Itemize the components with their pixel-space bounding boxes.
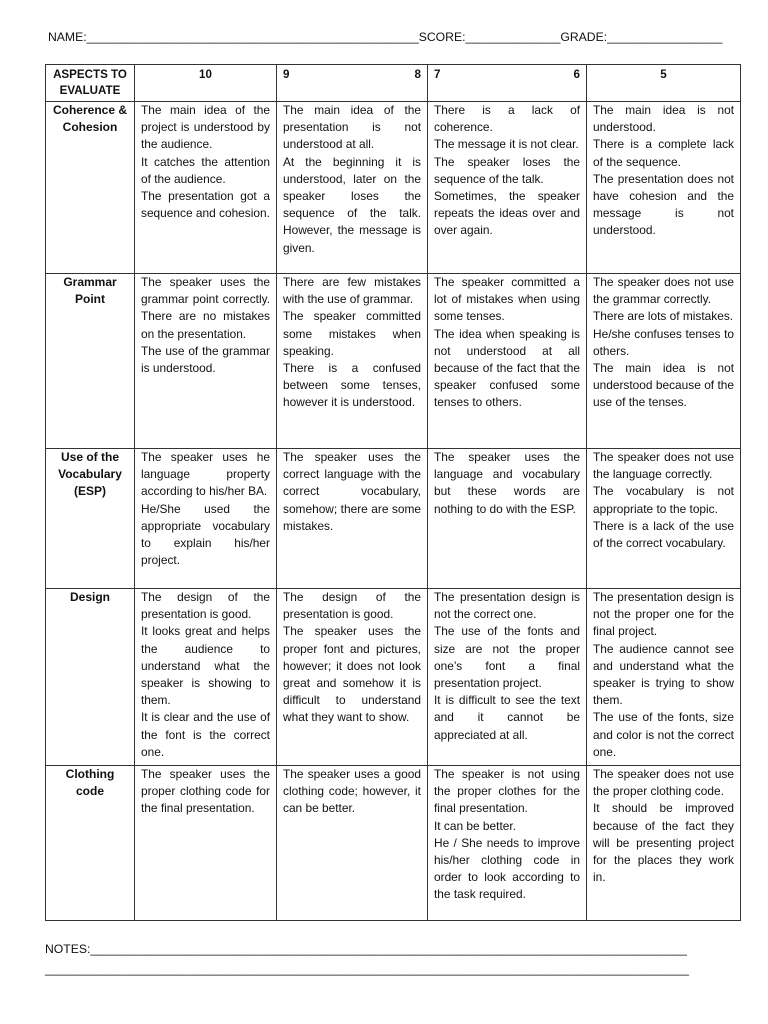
criterion-text: The use of the fonts and size are not the proper one’s font a final presentation project. bbox=[434, 624, 580, 691]
score-9-8-cell bbox=[277, 102, 428, 274]
criterion-text: The speaker uses the correct language with the correct vocabulary, somehow; there are some mistakes. bbox=[283, 450, 421, 533]
criterion-text: The use of the grammar is understood. bbox=[141, 343, 270, 376]
criterion-text: The audience cannot see and understand what the speaker is trying to show them. bbox=[593, 641, 734, 708]
criterion-text: The use of the fonts, size and color is not the correct one. bbox=[593, 710, 734, 759]
criterion-text: The design of the presentation is good. bbox=[283, 590, 421, 622]
criterion-text: The speaker loses the sequence of the talk. bbox=[434, 154, 580, 186]
aspect-label: Clothing code bbox=[46, 766, 135, 921]
notes-line bbox=[45, 942, 725, 956]
score-10-cell bbox=[135, 766, 277, 921]
score-5-cell bbox=[587, 589, 741, 766]
criterion-text: It is difficult to see the text and it cannot be appreciated at all. bbox=[434, 693, 580, 742]
criterion-text: The presentation design is not the proper one for the final project. bbox=[593, 590, 734, 639]
criterion-text: The design of the presentation is good. bbox=[141, 590, 270, 622]
table-row bbox=[46, 102, 741, 274]
criterion-text: At the beginning it is understood, later on the speaker loses the sequence of the talk. However, the message is given. bbox=[283, 154, 421, 255]
criterion-text: There are few mistakes with the use of grammar. bbox=[283, 275, 421, 307]
criterion-text: The message it is not clear. bbox=[434, 137, 579, 152]
score-9-label: 9 bbox=[283, 68, 290, 81]
score-5-cell bbox=[587, 102, 741, 274]
score-7-6-header bbox=[428, 65, 587, 102]
score-5-cell bbox=[587, 274, 741, 449]
aspect-label: Use of the Vocabulary (ESP) bbox=[46, 449, 135, 589]
criterion-text: The speaker uses the proper font and pictures, however; it does not look great and somehow it is difficult to understand what they want to show. bbox=[283, 624, 421, 725]
score-7-6-cell bbox=[428, 589, 587, 766]
criterion-text: The speaker uses the grammar point correctly. There are no mistakes on the presentation. bbox=[141, 275, 270, 341]
score-10-cell bbox=[135, 449, 277, 589]
score-field[interactable]: ______________ bbox=[465, 30, 561, 44]
header-row bbox=[46, 65, 741, 102]
criterion-text: The presentation design is not the correct one. bbox=[434, 590, 580, 622]
criterion-text: There is a complete lack of the sequence. bbox=[593, 137, 734, 169]
criterion-text: The speaker committed some mistakes when speaking. bbox=[283, 309, 421, 358]
criterion-text: He / She needs to improve his/her clothing code in order to look according to the task required. bbox=[434, 835, 580, 902]
criterion-text: The main idea of the presentation is not understood at all. bbox=[283, 103, 421, 152]
criterion-text: There is a lack of coherence. bbox=[434, 103, 580, 135]
criterion-text: The speaker is not using the proper clothes for the final presentation. bbox=[434, 767, 580, 816]
name-field[interactable]: _________________________________________________ bbox=[86, 30, 419, 44]
aspect-label: Grammar Point bbox=[46, 274, 135, 449]
score-5-cell bbox=[587, 766, 741, 921]
grade-field[interactable]: _________________ bbox=[607, 30, 723, 44]
criterion-text: The speaker does not use the grammar correctly. bbox=[593, 275, 734, 307]
score-label: SCORE: bbox=[418, 30, 466, 44]
rubric-table bbox=[45, 64, 741, 921]
score-6-label: 6 bbox=[573, 68, 580, 81]
table-row bbox=[46, 449, 741, 589]
score-9-8-cell bbox=[277, 449, 428, 589]
score-10-cell bbox=[135, 102, 277, 274]
table-row bbox=[46, 589, 741, 766]
aspect-label: Coherence & Cohesion bbox=[46, 102, 135, 274]
score-10-cell bbox=[135, 274, 277, 449]
grade-label: GRADE: bbox=[560, 30, 608, 44]
student-info-line bbox=[48, 30, 728, 44]
name-label: NAME: bbox=[48, 30, 87, 44]
table-row bbox=[46, 274, 741, 449]
criterion-text: The main idea is not understood because of the use of the tenses. bbox=[593, 361, 734, 410]
criterion-text: The speaker uses the proper clothing code for the final presentation. bbox=[141, 767, 270, 816]
criterion-text: There is a confused between some tenses, however it is understood. bbox=[283, 361, 421, 410]
criterion-text: The speaker does not use the proper clothing code. bbox=[593, 767, 734, 799]
aspect-label: Design bbox=[46, 589, 135, 766]
score-9-8-cell bbox=[277, 589, 428, 766]
score-7-6-cell bbox=[428, 274, 587, 449]
table-row bbox=[46, 766, 741, 921]
score-5-header: 5 bbox=[587, 65, 741, 102]
criterion-text: The speaker uses he language property according to his/her BA. bbox=[141, 450, 270, 499]
score-7-6-cell bbox=[428, 102, 587, 274]
criterion-text: The speaker uses the language and vocabulary but these words are nothing to do with the ESP. bbox=[434, 450, 580, 516]
criterion-text: It should be improved because of the fact they will be presenting project for the places they work in. bbox=[593, 801, 734, 885]
criterion-text: He/she confuses tenses to others. bbox=[593, 326, 734, 358]
score-7-label: 7 bbox=[434, 68, 441, 81]
criterion-text: The presentation does not have cohesion and the message is not understood. bbox=[593, 171, 734, 238]
score-9-8-cell bbox=[277, 766, 428, 921]
criterion-text: The presentation got a sequence and cohesion. bbox=[141, 189, 270, 221]
criterion-text: The main idea is not understood. bbox=[593, 103, 734, 135]
criterion-text: The idea when speaking is not understood at all because of the fact that the speaker confused some tenses to others. bbox=[434, 326, 580, 410]
criterion-text: The speaker does not use the language correctly. bbox=[593, 450, 734, 482]
notes-field[interactable]: ________________________________________________________________________________________ bbox=[90, 942, 687, 956]
criterion-text: The speaker committed a lot of mistakes when using some tenses. bbox=[434, 275, 580, 324]
notes-line-2[interactable]: _______________________________________________________________________________________________ bbox=[45, 962, 689, 976]
criterion-text: Sometimes, the speaker repeats the ideas over and over again. bbox=[434, 189, 580, 238]
criterion-text: It is clear and the use of the font is the correct one. bbox=[141, 710, 270, 759]
score-10-cell bbox=[135, 589, 277, 766]
score-8-label: 8 bbox=[414, 68, 421, 81]
criterion-text: There are lots of mistakes. bbox=[593, 309, 734, 324]
criterion-text: It can be better. bbox=[434, 818, 516, 833]
score-10-header: 10 bbox=[135, 65, 277, 102]
criterion-text: It catches the attention of the audience. bbox=[141, 154, 270, 186]
score-5-cell bbox=[587, 449, 741, 589]
score-9-8-header bbox=[277, 65, 428, 102]
criterion-text: There is a lack of the use of the correct vocabulary. bbox=[593, 518, 734, 551]
criterion-text: The main idea of the project is understood by the audience. bbox=[141, 103, 270, 152]
aspects-header: ASPECTS TO EVALUATE bbox=[46, 65, 135, 102]
score-7-6-cell bbox=[428, 766, 587, 921]
score-7-6-cell bbox=[428, 449, 587, 589]
criterion-text: It looks great and helps the audience to understand what the speaker is showing to them. bbox=[141, 624, 270, 708]
criterion-text: He/She used the appropriate vocabulary to explain his/her project. bbox=[141, 501, 270, 568]
notes-label: NOTES: bbox=[45, 942, 91, 956]
criterion-text: The vocabulary is not appropriate to the topic. bbox=[593, 484, 734, 516]
score-9-8-cell bbox=[277, 274, 428, 449]
criterion-text: The speaker uses a good clothing code; however, it can be better. bbox=[283, 767, 421, 816]
